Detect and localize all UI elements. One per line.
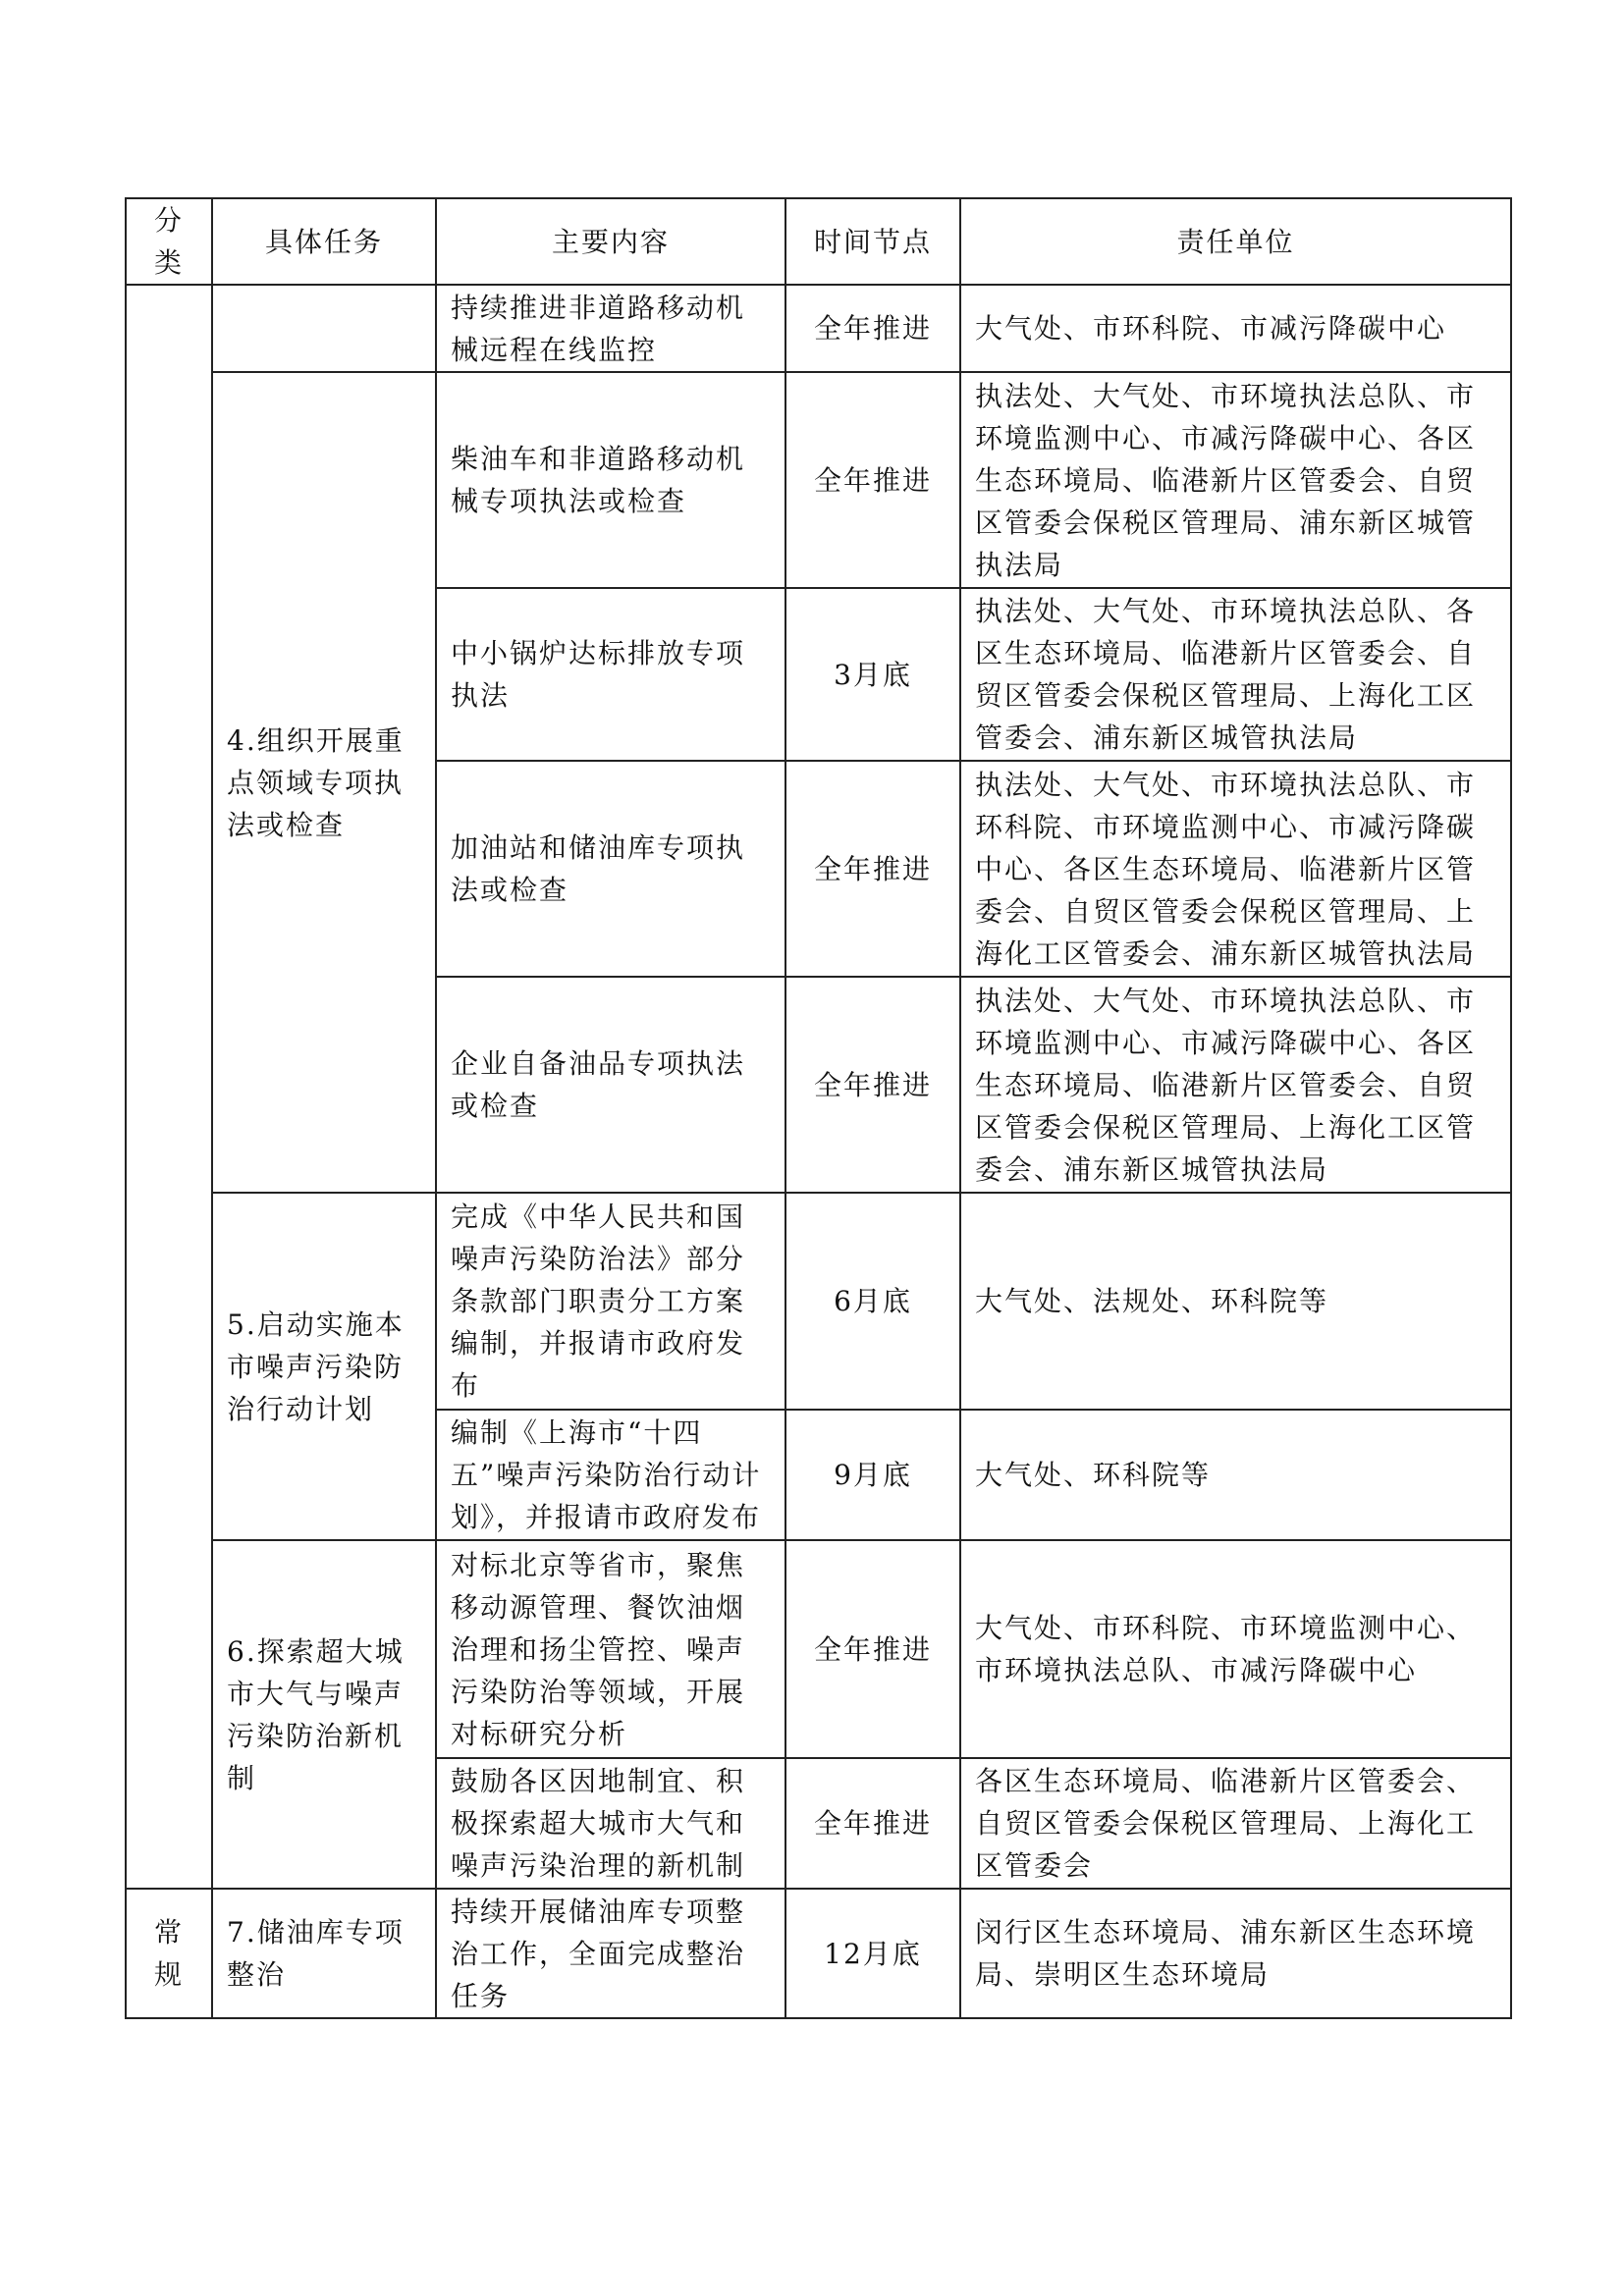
task-cell: 4.组织开展重点领域专项执法或检查	[212, 372, 436, 1193]
table-row	[126, 1540, 1511, 1758]
unit-cell: 执法处、大气处、市环境执法总队、各区生态环境局、临港新片区管委会、自贸区管委会保税区管理局、上海化工区管委会、浦东新区城管执法局	[960, 588, 1511, 761]
unit-cell: 大气处、市环科院、市减污降碳中心	[960, 285, 1511, 372]
table-row	[126, 1889, 1511, 2018]
table-header-row	[126, 198, 1511, 285]
unit-cell: 执法处、大气处、市环境执法总队、市环科院、市环境监测中心、市减污降碳中心、各区生态环境局、临港新片区管委会、自贸区管委会保税区管理局、上海化工区管委会、浦东新区城管执法局	[960, 761, 1511, 977]
unit-cell: 大气处、环科院等	[960, 1410, 1511, 1540]
table-row	[126, 372, 1511, 588]
time-cell: 全年推进	[785, 1758, 960, 1889]
content-cell: 持续开展储油库专项整治工作，全面完成整治任务	[436, 1889, 785, 2018]
category-cell: 常规	[126, 1889, 212, 2018]
content-cell: 持续推进非道路移动机械远程在线监控	[436, 285, 785, 372]
content-cell: 中小锅炉达标排放专项执法	[436, 588, 785, 761]
time-cell: 9月底	[785, 1410, 960, 1540]
table-row	[126, 1193, 1511, 1410]
time-cell: 12月底	[785, 1889, 960, 2018]
content-cell: 加油站和储油库专项执法或检查	[436, 761, 785, 977]
header-task: 具体任务	[212, 198, 436, 285]
unit-cell: 各区生态环境局、临港新片区管委会、自贸区管委会保税区管理局、上海化工区管委会	[960, 1758, 1511, 1889]
time-cell: 全年推进	[785, 977, 960, 1193]
header-time: 时间节点	[785, 198, 960, 285]
task-cell: 6.探索超大城市大气与噪声污染防治新机制	[212, 1540, 436, 1889]
task-cell-empty	[212, 285, 436, 372]
time-cell: 全年推进	[785, 1540, 960, 1758]
time-cell: 3月底	[785, 588, 960, 761]
header-content: 主要内容	[436, 198, 785, 285]
unit-cell: 执法处、大气处、市环境执法总队、市环境监测中心、市减污降碳中心、各区生态环境局、临港新片区管委会、自贸区管委会保税区管理局、浦东新区城管执法局	[960, 372, 1511, 588]
time-cell: 全年推进	[785, 761, 960, 977]
header-unit: 责任单位	[960, 198, 1511, 285]
unit-cell: 大气处、法规处、环科院等	[960, 1193, 1511, 1410]
content-cell: 对标北京等省市，聚焦移动源管理、餐饮油烟治理和扬尘管控、噪声污染防治等领域，开展对标研究分析	[436, 1540, 785, 1758]
header-category: 分类	[126, 198, 212, 285]
time-cell: 全年推进	[785, 372, 960, 588]
content-cell: 鼓励各区因地制宜、积极探索超大城市大气和噪声污染治理的新机制	[436, 1758, 785, 1889]
unit-cell: 大气处、市环科院、市环境监测中心、市环境执法总队、市减污降碳中心	[960, 1540, 1511, 1758]
content-cell: 企业自备油品专项执法或检查	[436, 977, 785, 1193]
table-row	[126, 285, 1511, 372]
task-cell: 7.储油库专项整治	[212, 1889, 436, 2018]
content-cell: 柴油车和非道路移动机械专项执法或检查	[436, 372, 785, 588]
content-cell: 编制《上海市“十四五”噪声污染防治行动计划》，并报请市政府发布	[436, 1410, 785, 1540]
time-cell: 6月底	[785, 1193, 960, 1410]
task-table	[125, 197, 1512, 2019]
content-cell: 完成《中华人民共和国噪声污染防治法》部分条款部门职责分工方案编制，并报请市政府发布	[436, 1193, 785, 1410]
category-cell-empty	[126, 285, 212, 1889]
time-cell: 全年推进	[785, 285, 960, 372]
task-cell: 5.启动实施本市噪声污染防治行动计划	[212, 1193, 436, 1540]
unit-cell: 执法处、大气处、市环境执法总队、市环境监测中心、市减污降碳中心、各区生态环境局、临港新片区管委会、自贸区管委会保税区管理局、上海化工区管委会、浦东新区城管执法局	[960, 977, 1511, 1193]
unit-cell: 闵行区生态环境局、浦东新区生态环境局、崇明区生态环境局	[960, 1889, 1511, 2018]
